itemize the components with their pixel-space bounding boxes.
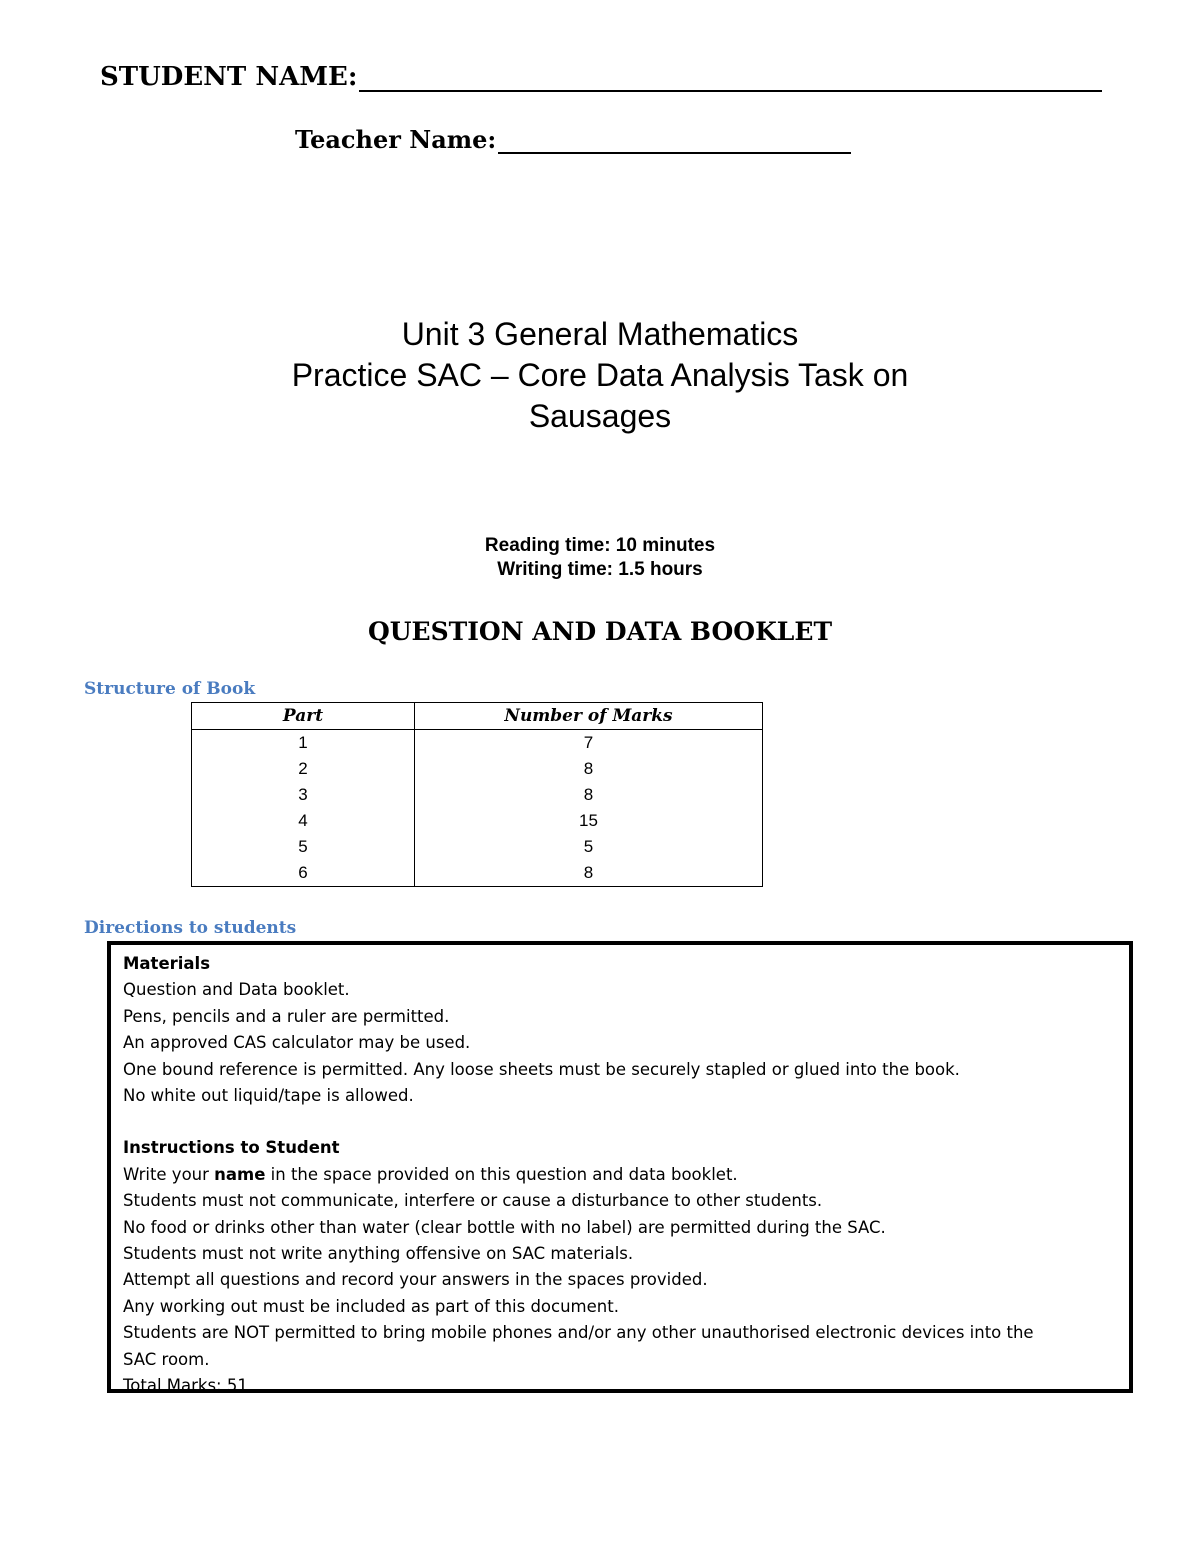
materials-item: Question and Data booklet. [123, 980, 350, 1000]
materials-heading: Materials [123, 954, 211, 973]
writing-time: Writing time: 1.5 hours [497, 559, 703, 580]
instruction-item: Students must not communicate, interfere or cause a disturbance to other students. [123, 1191, 823, 1211]
table-row [192, 756, 763, 782]
marks-cell: 8 [415, 782, 763, 808]
marks-cell: 15 [415, 808, 763, 834]
title-line-1: Unit 3 General Mathematics [401, 316, 799, 352]
student-name-line[interactable] [359, 66, 1102, 92]
structure-heading: Structure of Book [84, 679, 256, 699]
instruction-item: Total Marks: 51 [123, 1376, 248, 1396]
instruction-item: Students must not write anything offensive on SAC materials. [123, 1244, 634, 1264]
title-line-2: Practice SAC – Core Data Analysis Task on [291, 357, 909, 393]
instruction-item: Any working out must be included as part of this document. [123, 1296, 619, 1316]
materials-item: One bound reference is permitted. Any loose sheets must be securely stapled or glued into the book. [123, 1059, 960, 1079]
instruction-item: Attempt all questions and record your answers in the spaces provided. [123, 1270, 708, 1290]
directions-heading: Directions to students [84, 918, 297, 938]
table-row [192, 730, 763, 757]
part-cell: 2 [192, 756, 415, 782]
reading-time: Reading time: 10 minutes [484, 535, 716, 556]
directions-box [107, 941, 1133, 1396]
booklet-title: QUESTION AND DATA BOOKLET [367, 617, 833, 646]
table-row [192, 860, 763, 887]
student-name-label: STUDENT NAME: [100, 62, 358, 92]
instruction-text: in the space provided on this question and data booklet. [265, 1164, 738, 1184]
instruction-bold-text: name [214, 1164, 266, 1184]
table-header-row [192, 703, 763, 730]
marks-cell: 7 [415, 730, 763, 757]
instruction-item [123, 1162, 1129, 1188]
materials-item: An approved CAS calculator may be used. [123, 1033, 471, 1053]
part-cell: 4 [192, 808, 415, 834]
time-info [0, 534, 1200, 582]
part-cell: 6 [192, 860, 415, 887]
teacher-name-line[interactable] [498, 130, 851, 154]
marks-cell: 5 [415, 834, 763, 860]
table-row [192, 834, 763, 860]
instruction-item: No food or drinks other than water (clear bottle with no label) are permitted during the SAC. [123, 1217, 886, 1237]
part-cell: 5 [192, 834, 415, 860]
teacher-name-field[interactable] [295, 120, 851, 154]
document-title [0, 314, 1200, 437]
materials-item: No white out liquid/tape is allowed. [123, 1086, 414, 1106]
teacher-name-label: Teacher Name: [295, 125, 497, 154]
marks-cell: 8 [415, 860, 763, 887]
instruction-item: Students are NOT permitted to bring mobile phones and/or any other unauthorised electronic devices into the [123, 1323, 1034, 1343]
instructions-heading: Instructions to Student [123, 1138, 340, 1158]
title-line-3: Sausages [528, 398, 672, 434]
materials-item: Pens, pencils and a ruler are permitted. [123, 1006, 450, 1026]
marks-cell: 8 [415, 756, 763, 782]
spacer [123, 1109, 1129, 1135]
student-name-field[interactable] [100, 56, 1102, 92]
structure-table [191, 702, 763, 887]
table-row [192, 782, 763, 808]
instruction-text: Write your [123, 1164, 215, 1184]
part-cell: 3 [192, 782, 415, 808]
column-header-part: Part [192, 703, 415, 730]
instruction-item: SAC room. [123, 1349, 210, 1369]
part-cell: 1 [192, 730, 415, 757]
table-row [192, 808, 763, 834]
column-header-marks: Number of Marks [415, 703, 763, 730]
